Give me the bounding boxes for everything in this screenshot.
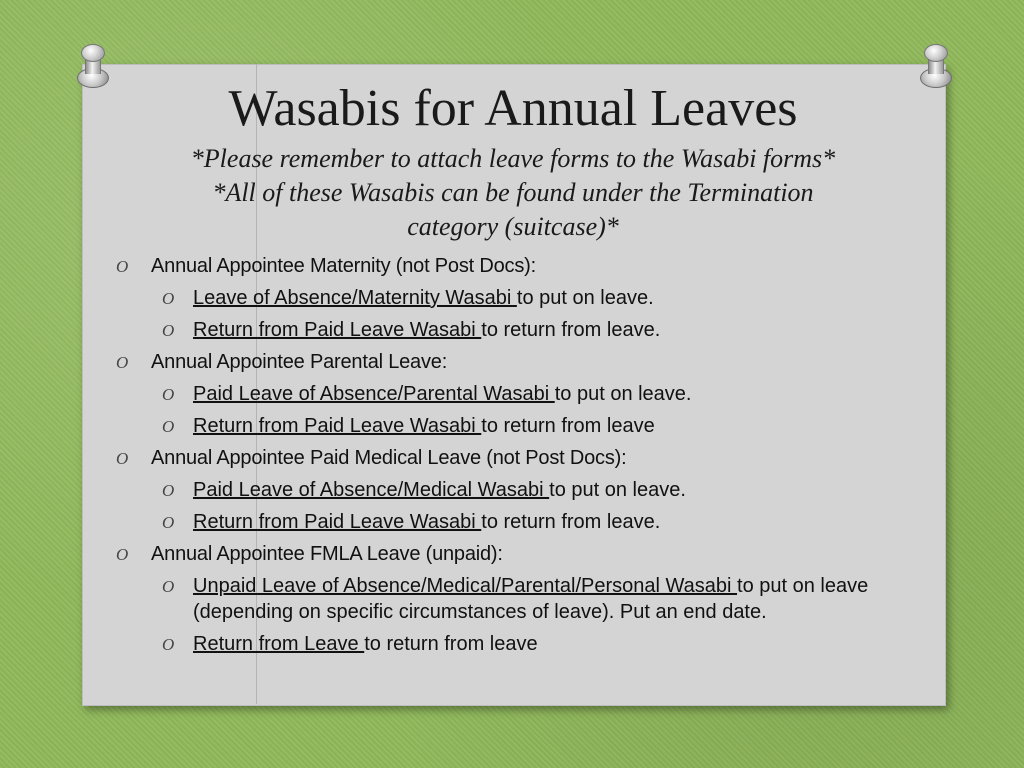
section-heading-text: Annual Appointee Parental Leave:: [151, 351, 448, 373]
item-text: to put on leave (depending on specific circumstances of leave). Put an end date.: [193, 575, 869, 623]
wasabi-link[interactable]: Return from Paid Leave Wasabi: [193, 511, 482, 533]
section-heading-fmla: [112, 541, 912, 567]
bullet-o-icon: O: [162, 635, 175, 654]
section-heading-parental: [112, 349, 912, 375]
bullet-o-icon: O: [116, 545, 129, 564]
wasabi-link[interactable]: Return from Leave: [193, 633, 365, 655]
bullet-o-icon: O: [162, 385, 175, 404]
item-text: to put on leave.: [549, 479, 686, 501]
wasabi-link[interactable]: Paid Leave of Absence/Medical Wasabi: [193, 479, 550, 501]
bullet-o-icon: O: [162, 417, 175, 436]
subtitle-line: *Please remember to attach leave forms to the Wasabi forms*: [190, 144, 836, 173]
list-item: [112, 573, 912, 625]
item-text: to put on leave.: [516, 287, 654, 309]
slide-title: Wasabis for Annual Leaves: [228, 80, 798, 137]
wasabi-link[interactable]: Unpaid Leave of Absence/Medical/Parental/Personal Wasabi: [193, 575, 738, 597]
bullet-o-icon: O: [116, 449, 129, 468]
bullet-o-icon: O: [162, 321, 175, 340]
list-item: [112, 631, 912, 657]
bullet-o-icon: O: [116, 257, 129, 276]
subtitle-line: category (suitcase)*: [407, 212, 619, 241]
subtitle-line: *All of these Wasabis can be found under the Termination: [212, 178, 814, 207]
item-text: to return from leave.: [481, 319, 661, 341]
item-text: to return from leave: [364, 633, 538, 655]
wasabi-link[interactable]: Paid Leave of Absence/Parental Wasabi: [193, 383, 555, 405]
bullet-o-icon: O: [162, 289, 175, 308]
wasabi-link[interactable]: Leave of Absence/Maternity Wasabi: [193, 287, 517, 309]
list-item: [112, 317, 912, 343]
section-heading-maternity: [112, 253, 912, 279]
bullet-o-icon: O: [116, 353, 129, 372]
bullet-o-icon: O: [162, 481, 175, 500]
item-text: to put on leave.: [554, 383, 692, 405]
section-heading-medical: [112, 445, 912, 471]
section-heading-text: Annual Appointee FMLA Leave (unpaid):: [151, 543, 503, 565]
bullet-o-icon: O: [162, 513, 175, 532]
wasabi-link[interactable]: Return from Paid Leave Wasabi: [193, 319, 482, 341]
bullet-list: [112, 253, 912, 663]
wasabi-link[interactable]: Return from Paid Leave Wasabi: [193, 415, 482, 437]
list-item: [112, 477, 912, 503]
item-text: to return from leave.: [481, 511, 661, 533]
section-heading-text: Annual Appointee Maternity (not Post Docs):: [151, 255, 536, 277]
section-heading-text: Annual Appointee Paid Medical Leave (not Post Docs):: [151, 447, 627, 469]
list-item: [112, 413, 912, 439]
list-item: [112, 381, 912, 407]
list-item: [112, 285, 912, 311]
list-item: [112, 509, 912, 535]
item-text: to return from leave: [481, 415, 655, 437]
slide-subtitle: [100, 142, 926, 244]
bullet-o-icon: O: [162, 577, 175, 596]
